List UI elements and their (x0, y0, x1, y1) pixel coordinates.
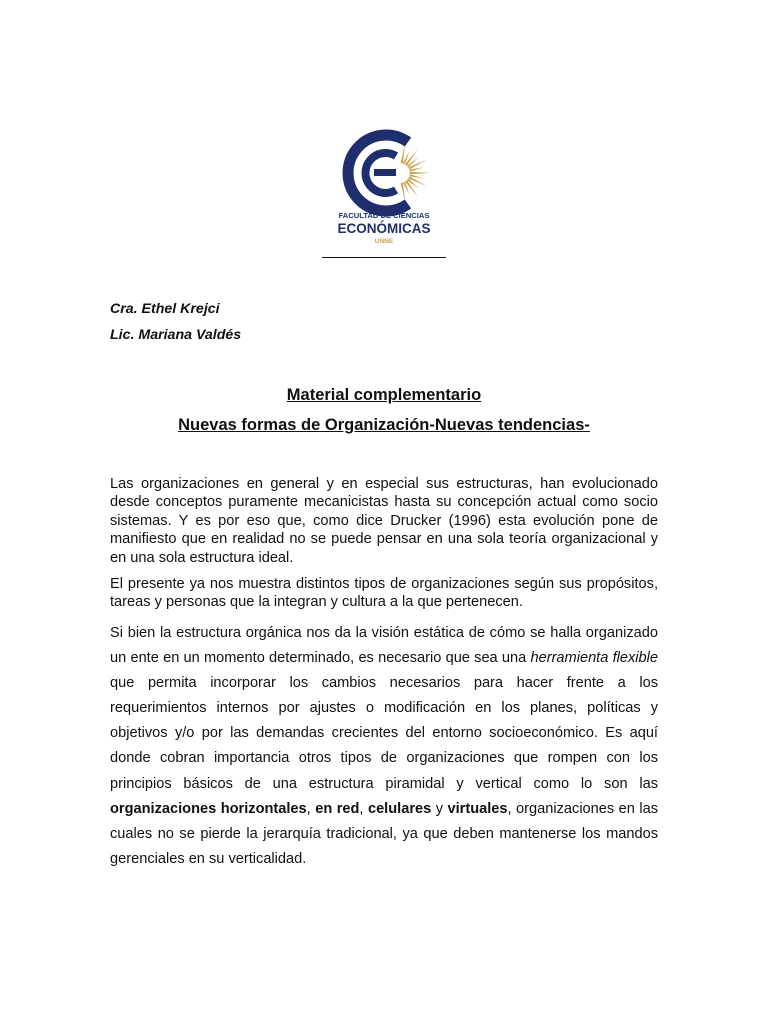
p3-text-1: Si bien la estructura orgánica nos da la visión estática de cómo se halla organizado un ente en un momento determinado, es necesario que sea una (110, 625, 658, 667)
p3-bold-en-red: en red (315, 800, 360, 817)
logo-e-bar (374, 169, 396, 176)
p3-text-2: que permita incorporar los cambios necesarios para hacer frente a los requerimientos internos por ajustes o modificación en los planes, políticas y objetivos y/o por las demandas crecientes del entorno socioeconómico. Es aquí donde cobran importancia otros tipos de organizaciones que rompen con los principios básicos de una estructura piramidal y vertical como lo son las (110, 675, 658, 792)
p3-text-3: , organizaciones en las cuales no se pierde la jerarquía tradicional, ya que deben mantenerse los mandos gerenciales en su verticalidad. (110, 800, 659, 867)
logo-ray (410, 172, 430, 174)
logo-line1: FACULTAD DE CIENCIAS (338, 211, 430, 220)
p3-bold-virtuales: virtuales (447, 800, 508, 817)
paragraph-2: El presente ya nos muestra distintos tipos de organizaciones según sus propósitos, tareas y personas que la integran y cultura a la que pertenecen. (110, 576, 658, 611)
p3-emphasis-herramienta: herramienta flexible (530, 650, 659, 667)
p3-sep-1: , (306, 800, 316, 817)
document-title: Material complementario (286, 386, 482, 404)
p3-sep-2: , (359, 800, 368, 817)
paragraph-3 (110, 621, 658, 872)
paragraph-1: Las organizaciones en general y en especial sus estructuras, han evolucionado desde conceptos puramente mecanicistas hasta su concepción actual como socio sistemas. Y es por eso que, como dice Drucker (1996) esta evolución pone de manifiesto que en realidad no se puede pensar en una sola teoría organizacional y en una sola estructura ideal. (110, 476, 658, 566)
faculty-logo (322, 112, 446, 260)
document-subtitle: Nuevas formas de Organización-Nuevas tendencias- (178, 416, 590, 434)
author-2: Lic. Mariana Valdés (110, 327, 242, 343)
p3-sep-3: y (431, 800, 448, 817)
author-1: Cra. Ethel Krejci (110, 301, 220, 317)
logo-line3: UNNE (374, 238, 394, 245)
logo-rays (401, 144, 430, 203)
p3-bold-horizontales: organizaciones horizontales (110, 800, 307, 817)
logo-underline (322, 257, 446, 258)
p3-bold-celulares: celulares (367, 800, 432, 817)
logo-line2: ECONÓMICAS (337, 221, 431, 236)
